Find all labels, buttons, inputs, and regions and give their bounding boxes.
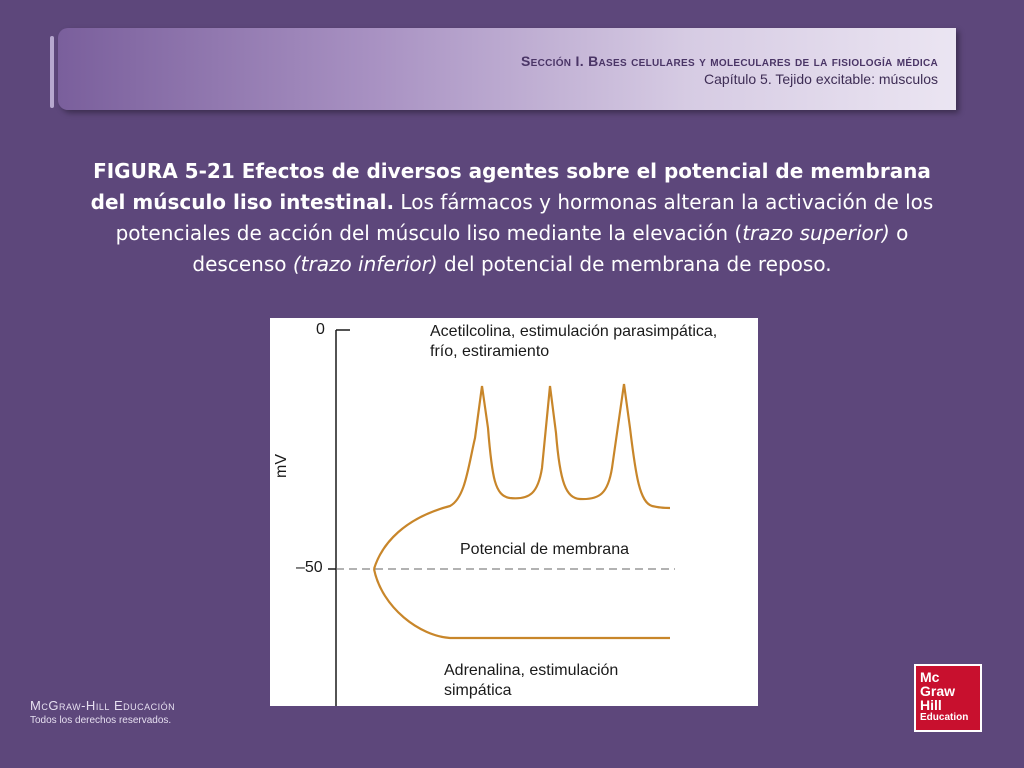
membrane-potential-figure <box>270 318 758 706</box>
footer-brand <box>30 698 175 726</box>
membrane-potential-label: Potencial de membrana <box>460 541 629 558</box>
figure-svg <box>270 318 758 706</box>
logo-line3: Hill <box>920 697 942 713</box>
caption-part2: o descenso <box>192 221 909 276</box>
upper-label-line1: Acetilcolina, estimulación parasimpática, <box>430 323 718 340</box>
upper-label-line2: frío, estiramiento <box>430 343 550 360</box>
header-accent-line <box>50 36 54 108</box>
caption-italic2: (trazo inferior) <box>292 252 438 276</box>
y-axis-label: mV <box>273 454 290 478</box>
section-title: Sección I. Bases celulares y moleculares de la fisiología médica <box>520 53 938 69</box>
lower-trace <box>374 569 670 638</box>
caption-italic1: trazo superior) <box>742 221 890 245</box>
tick-label-minus50: –50 <box>296 559 323 576</box>
chapter-title: Capítulo 5. Tejido excitable: músculos <box>704 71 938 87</box>
lower-label-line2: simpática <box>444 682 512 699</box>
logo-line2: Graw <box>920 683 956 699</box>
logo-line4: Education <box>920 712 969 723</box>
tick-label-0: 0 <box>316 321 325 338</box>
mcgraw-hill-logo <box>914 664 982 732</box>
caption-bold: FIGURA 5-21 Efectos de diversos agentes sobre el potencial de membrana del músculo liso intestinal. <box>90 159 931 214</box>
logo-line1: Mc <box>920 669 940 685</box>
caption-part3: del potencial de membrana de reposo. <box>437 252 832 276</box>
brand-name: McGraw-Hill Educación <box>30 698 176 713</box>
caption-part1: Los fármacos y hormonas alteran la activación de los potenciales de acción del músculo liso mediante la elevación ( <box>115 190 934 245</box>
lower-label-line1: Adrenalina, estimulación <box>444 662 619 679</box>
header <box>521 52 938 88</box>
figure-caption <box>80 156 944 280</box>
rights-text: Todos los derechos reservados. <box>30 715 172 726</box>
